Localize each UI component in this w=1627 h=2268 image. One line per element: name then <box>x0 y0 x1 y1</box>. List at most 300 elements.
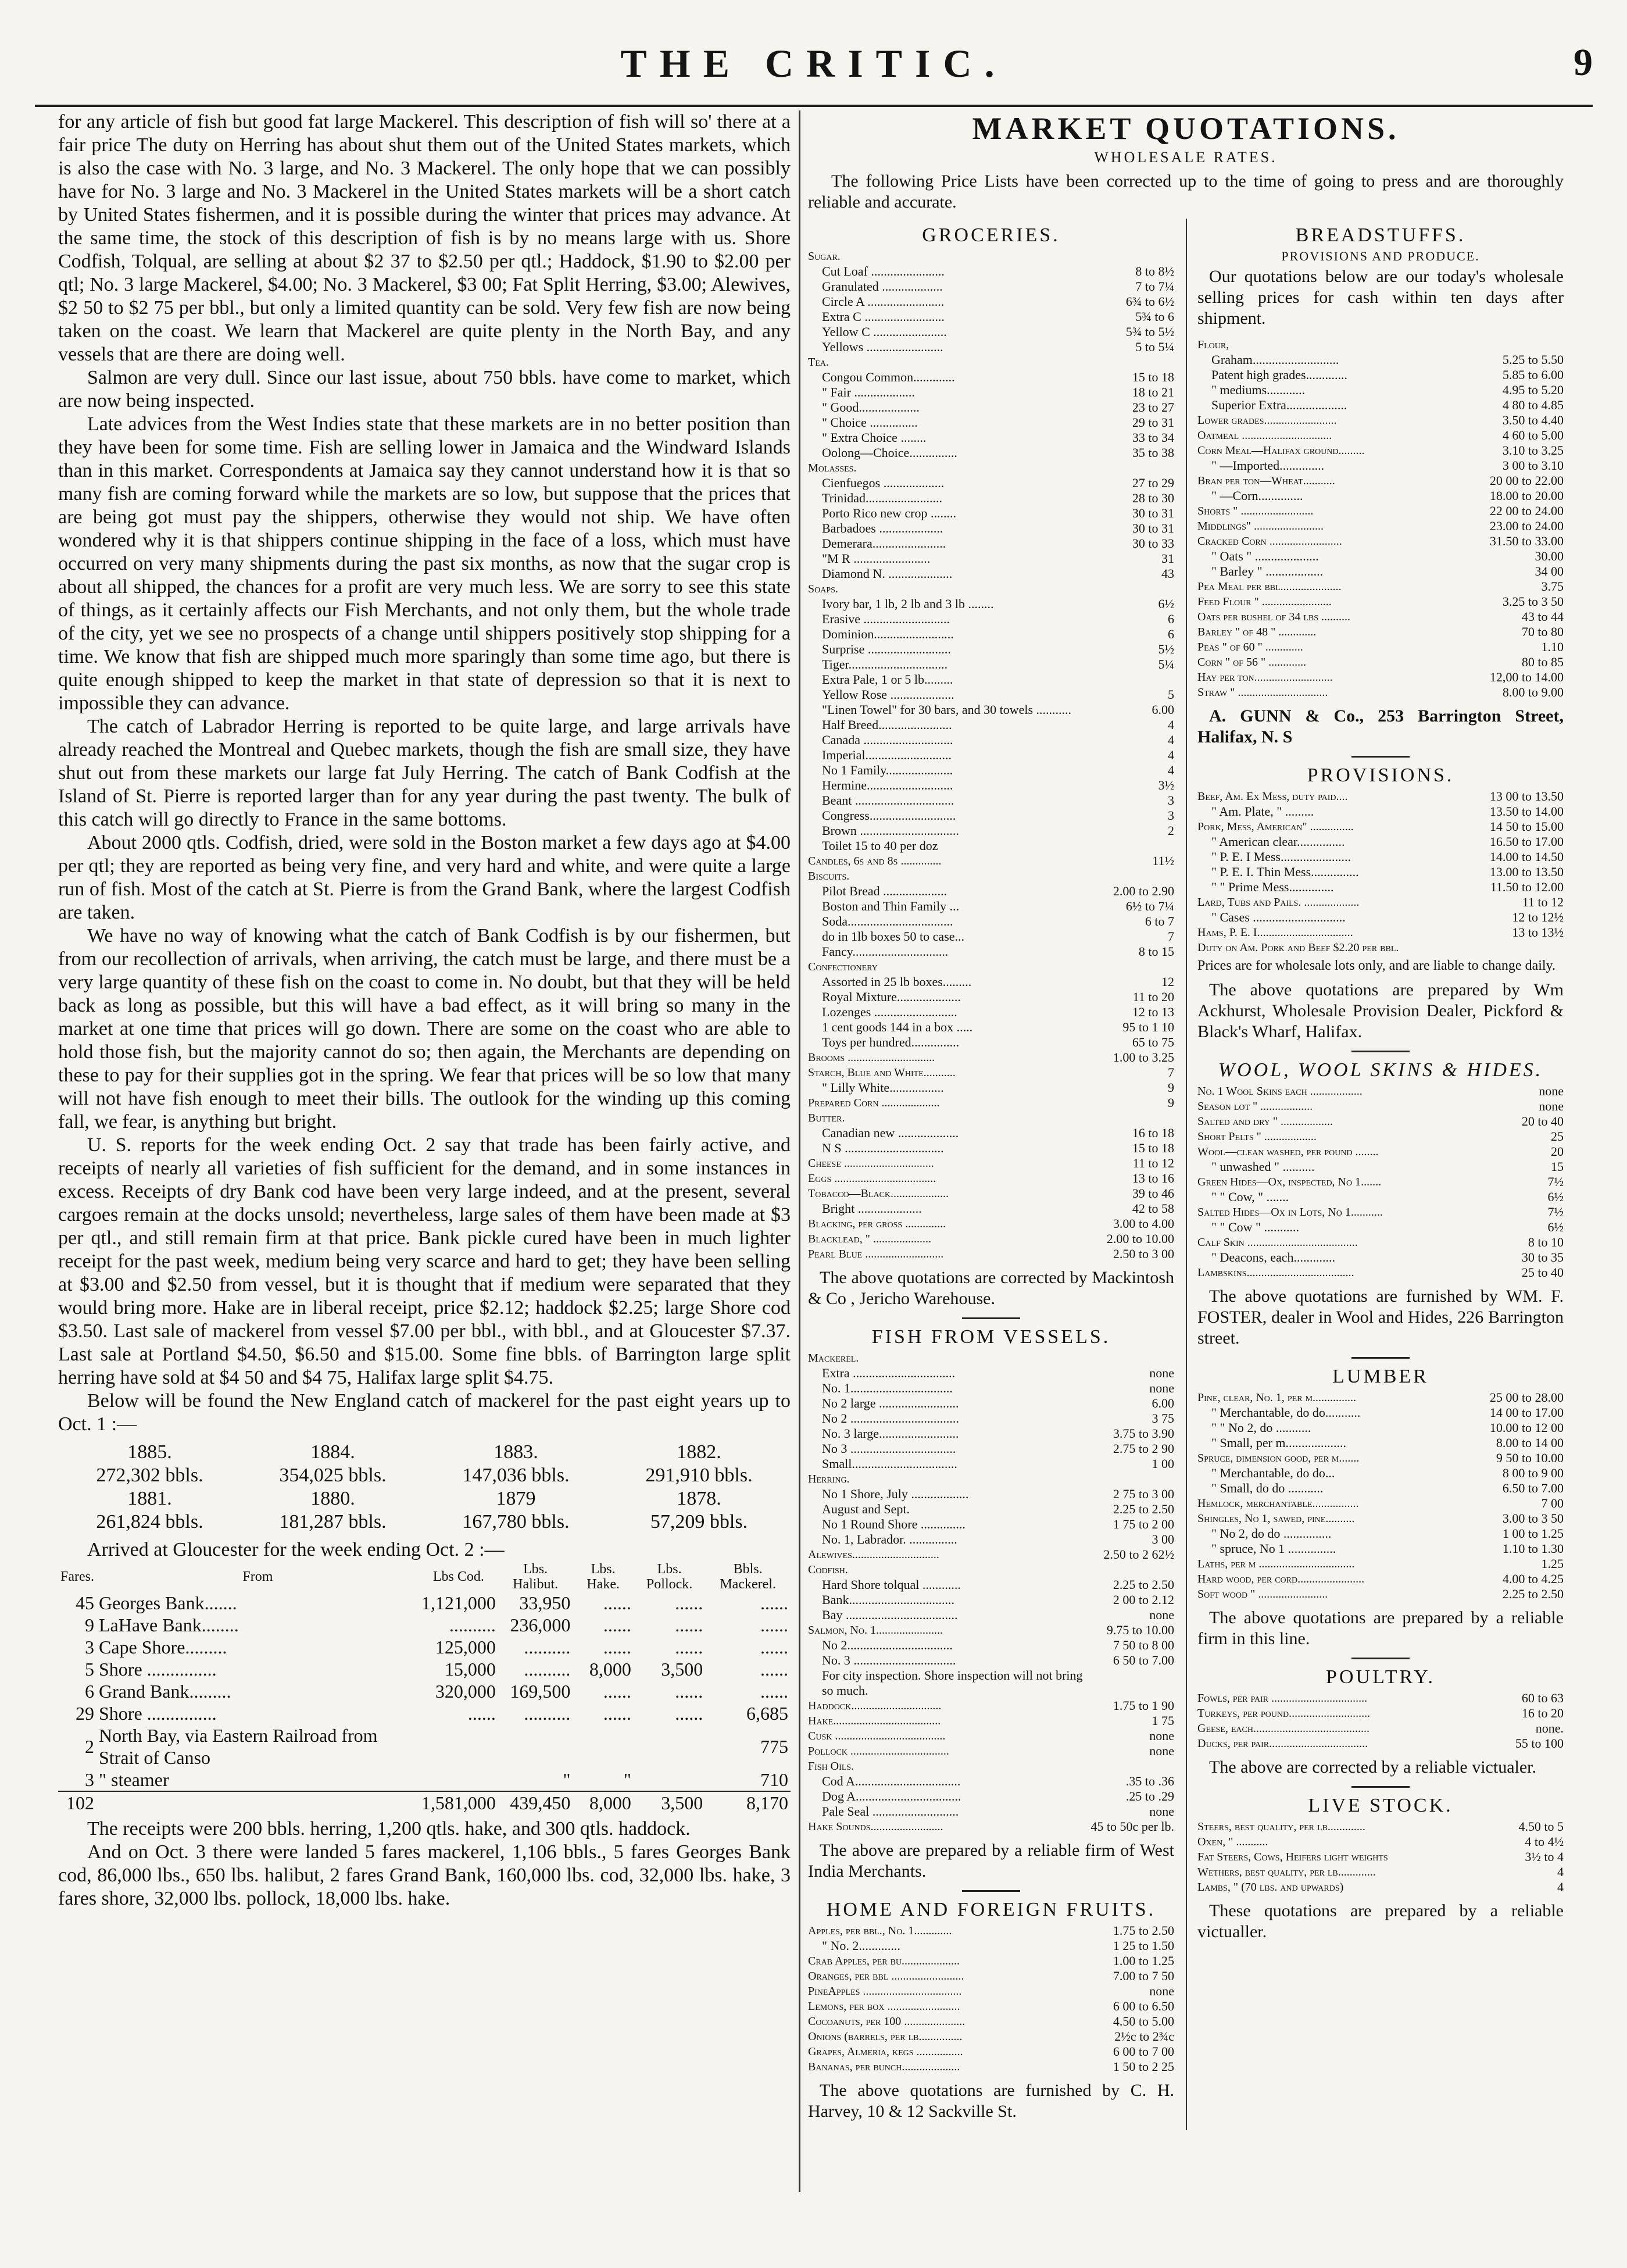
arrivals-cell <box>419 1769 498 1791</box>
price-value: 4 60 to 5.00 <box>1502 428 1564 442</box>
price-item: Fancy.............................. <box>822 944 949 959</box>
price-value: 43 to 44 <box>1521 609 1564 624</box>
price-row <box>808 1246 1174 1262</box>
arrivals-cell: Lbs. Pollock. <box>646 1562 693 1592</box>
price-row <box>1197 564 1564 579</box>
article-paragraph: About 2000 qtls. Codfish, dried, were sold in the Boston market a few days ago at $4.00 per qtl; they are reported as being very fine, and very hard and white, and were quite a large run of fish. Most of the catch at St. Pierre is from the Grand Bank, where the largest Codfish are taken. <box>58 832 791 923</box>
price-item: Cheese ............................... <box>808 1157 934 1170</box>
price-row <box>808 823 1174 838</box>
price-row <box>808 1426 1174 1441</box>
price-item: Bay ................................... <box>822 1608 958 1622</box>
price-row <box>1197 383 1564 398</box>
price-value: 43 <box>1161 566 1174 581</box>
arrivals-cell: ...... <box>675 1703 703 1724</box>
wool-table <box>1197 1084 1564 1280</box>
arrivals-cell <box>419 1724 498 1769</box>
price-row <box>808 672 1174 687</box>
price-value: 7 to 7¼ <box>1135 279 1174 294</box>
masthead-title: THE CRITIC. <box>620 41 1007 85</box>
price-value: 4 <box>1168 717 1174 732</box>
price-value: 27 to 29 <box>1132 476 1174 490</box>
market-right-subcolumn <box>1186 219 1564 2130</box>
arrivals-cell: 15,000 <box>444 1659 496 1680</box>
price-row <box>808 249 1174 264</box>
price-row <box>808 1999 1174 2014</box>
price-row <box>1197 624 1564 640</box>
price-item: " —Imported.............. <box>1211 458 1325 473</box>
arrivals-cell: 9 <box>84 1615 94 1635</box>
price-row <box>1197 1205 1564 1220</box>
price-row <box>808 1653 1174 1668</box>
price-item: Fowls, per pair ................................. <box>1197 1692 1368 1705</box>
price-value: 8 00 to 9 00 <box>1502 1466 1564 1480</box>
price-row <box>1197 1496 1564 1511</box>
price-row <box>808 1396 1174 1411</box>
price-item: " Fair ................... <box>822 385 915 399</box>
price-item: " " Cow " ........... <box>1211 1220 1300 1234</box>
price-item: Cod A................................. <box>822 1774 961 1788</box>
price-row <box>1197 367 1564 383</box>
price-item: No 2 large ......................... <box>822 1396 959 1410</box>
catch-value: 261,824 bbls. <box>96 1511 203 1533</box>
price-row <box>808 460 1174 476</box>
price-row <box>808 1819 1174 1834</box>
arrivals-intro: Arrived at Gloucester for the week ending Oct. 2 :— <box>87 1539 505 1560</box>
price-row <box>1197 1834 1564 1849</box>
price-value: 6¾ to 6½ <box>1125 294 1174 309</box>
price-value: none <box>1149 1381 1174 1395</box>
price-row <box>808 1728 1174 1744</box>
price-row <box>808 1547 1174 1562</box>
market-title: MARKET QUOTATIONS. <box>972 111 1400 146</box>
price-item: Royal Mixture.................... <box>822 990 961 1004</box>
price-row <box>1197 337 1564 352</box>
price-item: Cocoanuts, per 100 ..................... <box>808 2015 966 2028</box>
price-row <box>808 279 1174 294</box>
price-item: " Good................... <box>822 400 920 415</box>
price-value: 28 to 30 <box>1132 491 1174 505</box>
price-value: 2.75 to 2 90 <box>1113 1441 1174 1456</box>
price-row <box>808 1456 1174 1471</box>
fruits-title: HOME AND FOREIGN FRUITS. <box>826 1899 1156 1920</box>
price-value: 2.50 to 3 00 <box>1113 1246 1174 1261</box>
price-item: Assorted in 25 lb boxes......... <box>822 974 972 989</box>
market-quotations <box>808 110 1564 2130</box>
arrivals-cell: 6,685 <box>746 1703 788 1724</box>
price-row <box>1197 1481 1564 1496</box>
catch-year: 1884. <box>310 1441 355 1463</box>
price-row <box>1197 849 1564 865</box>
price-value: 11 to 12 <box>1132 1156 1174 1170</box>
page-number: 9 <box>1574 41 1593 84</box>
price-row <box>1197 534 1564 549</box>
price-item: Spruce, dimension good, per m....... <box>1197 1452 1360 1465</box>
price-item: Lozenges .......................... <box>822 1005 957 1019</box>
section-rule <box>962 1317 1020 1319</box>
arrivals-cell: " steamer <box>98 1769 169 1790</box>
price-row <box>1197 1190 1564 1205</box>
price-row <box>1197 519 1564 534</box>
provisions-credit: The above quotations are prepared by Wm Ackhurst, Wholesale Provision Dealer, Pickford & Black's Wharf, Halifax. <box>1197 980 1564 1041</box>
price-value: 31.50 to 33.00 <box>1489 534 1564 548</box>
arrivals-row <box>58 1592 791 1614</box>
price-row <box>808 1050 1174 1065</box>
price-item: Toilet 15 to 40 per doz <box>822 838 938 853</box>
price-item: Wool—clean washed, per pound ........ <box>1197 1145 1379 1158</box>
price-value: 3.75 to 3.90 <box>1113 1426 1174 1441</box>
breadstuffs-table <box>1197 337 1564 700</box>
price-item: Biscuits. <box>808 870 850 883</box>
catch-value: 147,036 bbls. <box>462 1465 570 1486</box>
price-item: Brown ............................... <box>822 823 959 838</box>
price-item: Tea. <box>808 356 829 369</box>
price-value: none <box>1149 1608 1174 1622</box>
price-item: Oolong—Choice............... <box>822 445 957 460</box>
arrivals-cell: ...... <box>603 1592 631 1613</box>
price-item: Canadian new ................... <box>822 1126 959 1140</box>
arrivals-cell: 8,170 <box>705 1791 791 1814</box>
price-value: 31 <box>1161 551 1174 566</box>
price-item: Erasive ........................... <box>822 612 950 626</box>
price-value <box>1097 249 1174 264</box>
price-item: Beef, Am. Ex Mess, duty paid.... <box>1197 790 1348 803</box>
arrivals-row <box>58 1658 791 1680</box>
price-item: Sugar. <box>808 250 841 263</box>
price-value: 2.50 to 2 62½ <box>1103 1547 1174 1562</box>
price-item: " P. E. I. Thin Mess............... <box>1211 865 1359 879</box>
price-row <box>1197 1390 1564 1405</box>
price-item: " No. 2............. <box>822 1938 900 1953</box>
price-item: Straw " ............................... <box>1197 686 1328 699</box>
price-value: 4.00 to 4.25 <box>1502 1571 1564 1586</box>
price-item: Small................................. <box>822 1456 957 1471</box>
section-rule <box>1351 1658 1410 1659</box>
price-item: " " Cow, " ....... <box>1211 1190 1289 1204</box>
price-row <box>1197 640 1564 655</box>
arrivals-cell: ...... <box>603 1637 631 1658</box>
price-item: " Merchantable, do do... <box>1211 1466 1335 1480</box>
price-value: 22 00 to 24.00 <box>1489 503 1564 518</box>
price-item: Salted Hides—Ox in Lots, No 1........... <box>1197 1206 1383 1219</box>
price-value: 2.25 to 2.50 <box>1113 1502 1174 1516</box>
price-value: 3.10 to 3.25 <box>1502 443 1564 458</box>
price-item: Shorts " ......................... <box>1197 505 1314 517</box>
section-rule <box>1351 1357 1410 1359</box>
price-item: " Lilly White................. <box>822 1080 944 1095</box>
price-value: 7½ <box>1547 1174 1564 1189</box>
arrivals-cell: 1,581,000 <box>419 1791 498 1814</box>
price-item: Wethers, best quality, per lb............. <box>1197 1866 1376 1878</box>
price-item: " Choice ............... <box>822 415 918 430</box>
price-item: " Small, do do ........... <box>1211 1481 1324 1495</box>
price-item: Barley " of 48 " ............. <box>1197 626 1317 638</box>
price-row <box>808 1532 1174 1547</box>
price-row <box>808 521 1174 536</box>
price-value: 4 to 4½ <box>1525 1834 1564 1849</box>
price-item: Corn " of 56 " ............. <box>1197 656 1307 669</box>
price-item: Oxen, " ........... <box>1197 1835 1268 1848</box>
arrivals-cell: " <box>563 1769 571 1790</box>
arrivals-cell: 8,000 <box>589 1659 631 1680</box>
price-row <box>1197 880 1564 895</box>
price-row <box>808 869 1174 884</box>
price-value: 6.50 to 7.00 <box>1502 1481 1564 1495</box>
price-item: Molasses. <box>808 462 857 474</box>
price-value: 1.00 to 3.25 <box>1113 1050 1174 1065</box>
livestock-title: LIVE STOCK. <box>1308 1795 1453 1816</box>
price-value: 3.00 to 3 50 <box>1502 1511 1564 1526</box>
arrivals-cell: Shore ............... <box>98 1703 217 1724</box>
catch-year: 1882. <box>677 1441 721 1463</box>
price-value: 12,00 to 14.00 <box>1489 670 1564 684</box>
price-row <box>808 476 1174 491</box>
price-item: Calf Skin ...................................... <box>1197 1236 1358 1249</box>
price-item: " " No 2, do ........... <box>1211 1420 1311 1435</box>
price-value: 3.75 <box>1541 579 1564 594</box>
price-row <box>1197 819 1564 834</box>
price-value: 4.95 to 5.20 <box>1502 383 1564 397</box>
market-left-subcolumn <box>808 219 1174 2130</box>
price-row <box>1197 1099 1564 1114</box>
price-row <box>808 1759 1174 1774</box>
price-value: 13 00 to 13.50 <box>1489 789 1564 803</box>
price-row <box>808 581 1174 597</box>
price-item: "Linen Towel" for 30 bars, and 30 towels ........... <box>822 702 1072 717</box>
price-value: 4.50 to 5.00 <box>1113 2014 1174 2028</box>
price-row <box>1197 1880 1564 1895</box>
price-row <box>808 838 1174 853</box>
price-item: Cut Loaf ....................... <box>822 264 945 278</box>
price-item: Feed Flour " ........................ <box>1197 595 1332 608</box>
price-value: 95 to 1 10 <box>1122 1020 1174 1034</box>
price-value: 11½ <box>1152 853 1174 868</box>
price-value: .25 to .29 <box>1125 1789 1174 1803</box>
price-value: 7 00 <box>1541 1496 1564 1510</box>
price-row <box>808 566 1174 581</box>
price-row <box>1197 1556 1564 1571</box>
price-value: 13 to 13½ <box>1512 925 1564 940</box>
price-row <box>1197 1265 1564 1280</box>
price-value: 1 00 <box>1152 1456 1174 1471</box>
price-row <box>808 627 1174 642</box>
price-value: 5.25 to 5.50 <box>1502 352 1564 367</box>
section-rule <box>1351 756 1410 758</box>
price-value: 2.25 to 2.50 <box>1502 1587 1564 1601</box>
price-row <box>808 1938 1174 1953</box>
breadstuffs-title: BREADSTUFFS. <box>1295 224 1466 246</box>
price-value: 8 to 8½ <box>1135 264 1174 278</box>
price-item: PineApples .................................. <box>808 1985 962 1998</box>
price-item: Candles, 6s and 8s .............. <box>808 855 942 867</box>
arrivals-cell: 5 <box>84 1659 94 1680</box>
lumber-title: LUMBER <box>1332 1366 1429 1387</box>
price-row <box>808 748 1174 763</box>
price-value: 23.00 to 24.00 <box>1489 519 1564 533</box>
price-item: Toys per hundred............... <box>822 1035 960 1049</box>
price-item: Onions (barrels, per lb............... <box>808 2030 963 2043</box>
price-value: 4 <box>1168 748 1174 762</box>
fish-title: FISH FROM VESSELS. <box>871 1326 1111 1348</box>
price-item: Ivory bar, 1 lb, 2 lb and 3 lb ........ <box>822 597 994 611</box>
price-value: 7 50 to 8 00 <box>1113 1638 1174 1652</box>
price-row <box>808 1487 1174 1502</box>
price-value: 6 <box>1168 627 1174 641</box>
arrivals-row <box>58 1702 791 1724</box>
price-row <box>808 1774 1174 1789</box>
price-row <box>1197 1587 1564 1602</box>
price-value: 4 <box>1168 763 1174 777</box>
arrivals-cell: ...... <box>760 1659 788 1680</box>
price-value: 8 to 10 <box>1528 1235 1564 1249</box>
price-item: Blacklead, " .................... <box>808 1233 931 1245</box>
price-value: 14.00 to 14.50 <box>1489 849 1564 864</box>
price-value: 4 <box>1168 733 1174 747</box>
price-row <box>808 415 1174 430</box>
price-value: 6 <box>1168 612 1174 626</box>
article-paragraph: Salmon are very dull. Since our last issue, about 750 bbls. have come to market, which are now being inspected. <box>58 367 791 412</box>
price-item: Geese, each........................................ <box>1197 1722 1369 1735</box>
price-value: 25 to 40 <box>1521 1265 1564 1280</box>
price-value: 18 to 21 <box>1132 385 1174 399</box>
catch-value: 272,302 bbls. <box>96 1465 203 1486</box>
price-value: 6½ <box>1547 1190 1564 1204</box>
price-row <box>808 385 1174 400</box>
price-value: 2 <box>1168 823 1174 838</box>
price-item: Mackerel. <box>808 1352 859 1365</box>
price-item: Alewives.............................. <box>808 1548 939 1561</box>
arrivals-cell: 236,000 <box>510 1615 571 1635</box>
price-item: Fat Steers, Cows, Heifers light weights <box>1197 1851 1388 1863</box>
price-item: Codfish. <box>808 1563 848 1576</box>
price-value: 6½ <box>1547 1220 1564 1234</box>
price-row <box>1197 1691 1564 1706</box>
price-value: 65 to 75 <box>1132 1035 1174 1049</box>
price-item: Starch, Blue and White........... <box>808 1066 956 1079</box>
price-row <box>1197 579 1564 594</box>
price-row <box>808 1351 1174 1366</box>
price-row <box>808 1804 1174 1819</box>
poultry-table <box>1197 1691 1564 1751</box>
price-value: 9 <box>1168 1095 1174 1110</box>
price-row <box>808 1080 1174 1095</box>
price-row <box>808 1789 1174 1804</box>
price-value: 3.25 to 3 50 <box>1502 594 1564 609</box>
arrivals-cell: ...... <box>760 1637 788 1658</box>
price-item: Pilot Bread .................... <box>822 884 947 898</box>
arrivals-header-row <box>58 1562 791 1592</box>
price-row <box>808 1231 1174 1246</box>
arrivals-row <box>58 1680 791 1702</box>
price-item: " Extra Choice ........ <box>822 430 927 445</box>
price-value: .35 to .36 <box>1125 1774 1174 1788</box>
price-row <box>808 1005 1174 1020</box>
price-value: 1 00 to 1.25 <box>1502 1526 1564 1541</box>
price-row <box>1197 940 1564 955</box>
price-row <box>808 1216 1174 1231</box>
arrivals-cell: Grand Bank......... <box>98 1681 231 1702</box>
price-item: Tobacco—Black.................... <box>808 1187 949 1200</box>
price-value: 1 25 to 1.50 <box>1113 1938 1174 1953</box>
price-value: 11 to 20 <box>1132 990 1174 1004</box>
arrivals-cell: .......... <box>524 1703 571 1724</box>
price-row <box>1197 1721 1564 1736</box>
catch-year: 1878. <box>677 1488 721 1509</box>
price-row <box>1197 1144 1564 1159</box>
price-value <box>1088 1471 1174 1487</box>
arrivals-cell: Cape Shore......... <box>98 1637 227 1658</box>
price-item: " Barley " .................. <box>1211 564 1324 578</box>
price-value: 5¼ <box>1158 657 1174 672</box>
price-value: 7.00 to 7 50 <box>1113 1969 1174 1983</box>
arrivals-cell: ...... <box>675 1592 703 1613</box>
arrivals-cell: ...... <box>675 1615 703 1635</box>
arrivals-cell: ...... <box>467 1703 496 1724</box>
price-row <box>808 1638 1174 1653</box>
price-row <box>808 1441 1174 1456</box>
price-row <box>808 1592 1174 1608</box>
price-value: 34 00 <box>1535 564 1564 578</box>
price-item: Barbadoes .................... <box>822 521 943 535</box>
price-value: 14 50 to 15.00 <box>1489 819 1564 834</box>
fruits-table <box>808 1923 1174 2074</box>
arrivals-cell <box>634 1769 705 1791</box>
breadstuffs-intro: Our quotations below are our today's wholesale selling prices for cash within ten days after shipment. <box>1197 267 1564 328</box>
arrivals-cell: 3,500 <box>634 1791 705 1814</box>
price-row <box>1197 685 1564 700</box>
price-value: 2.25 to 2.50 <box>1113 1577 1174 1592</box>
price-row <box>808 959 1174 974</box>
price-value: 8 to 15 <box>1138 944 1174 959</box>
price-row <box>808 702 1174 717</box>
price-value: 1.00 to 1.25 <box>1113 1953 1174 1968</box>
price-value <box>1097 838 1174 853</box>
price-row <box>808 1366 1174 1381</box>
price-row <box>808 778 1174 793</box>
price-row <box>808 944 1174 959</box>
price-item: Cusk ...................................... <box>808 1730 946 1742</box>
price-item: "M R ........................ <box>822 551 931 566</box>
arrivals-cell: ...... <box>603 1681 631 1702</box>
price-row <box>1197 925 1564 940</box>
price-item: No. 1................................ <box>822 1381 953 1395</box>
price-value: 18.00 to 20.00 <box>1489 488 1564 503</box>
price-value: 25 00 to 28.00 <box>1489 1390 1564 1405</box>
price-item: Ducks, per pair.................................. <box>1197 1737 1368 1750</box>
price-value <box>1097 672 1174 687</box>
arrivals-cell: .......... <box>524 1637 571 1658</box>
price-row <box>1197 1084 1564 1099</box>
price-value: 10.00 to 12 00 <box>1489 1420 1564 1435</box>
wool-credit: The above quotations are furnished by WM. F. FOSTER, dealer in Wool and Hides, 226 Barrington street. <box>1197 1287 1564 1348</box>
price-value: 42 to 58 <box>1132 1201 1174 1216</box>
price-row <box>1197 1541 1564 1556</box>
price-value: 55 to 100 <box>1515 1736 1564 1751</box>
price-item: Grapes, Almeria, kegs ................ <box>808 2045 963 2058</box>
price-value: none <box>1539 1084 1564 1098</box>
price-item: Cienfuegos ................... <box>822 476 945 490</box>
price-row <box>808 551 1174 566</box>
price-row <box>808 1110 1174 1126</box>
price-row <box>808 1953 1174 1969</box>
price-row <box>1197 1159 1564 1174</box>
price-value: 1.75 to 2.50 <box>1113 1923 1174 1938</box>
price-item: No 2 .................................. <box>822 1411 959 1426</box>
price-row <box>808 1201 1174 1216</box>
price-item: " No 2, do do ............... <box>1211 1526 1332 1541</box>
price-item: Soaps. <box>808 583 838 595</box>
price-item: Brooms .............................. <box>808 1051 935 1064</box>
price-value <box>1449 337 1564 352</box>
